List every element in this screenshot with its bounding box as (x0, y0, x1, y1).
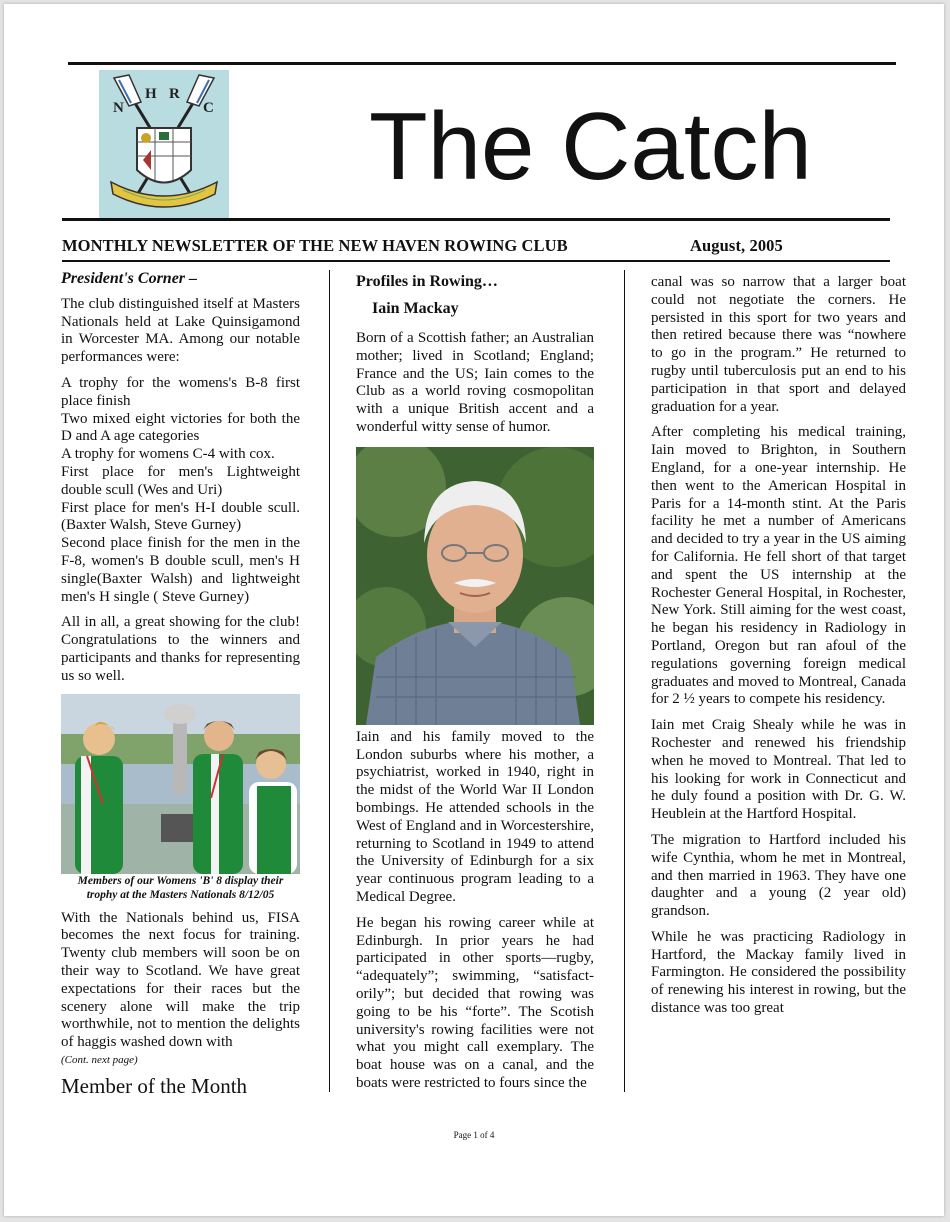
svg-text:C: C (203, 100, 214, 116)
team-trophy-photo (61, 694, 300, 874)
masthead-title: The Catch (369, 93, 812, 200)
presidents-intro: The club distinguished itself at Masters Nationals held at Lake Quinsigamond in Worcester MA. Among our notable performances were: (61, 295, 300, 366)
subheader-rule (62, 260, 890, 262)
fisa-paragraph: With the Nationals behind us, FISA becomes the next focus for training. Twenty club members will soon be on their way to Scotland. We have great expectations for their races but the scenery alone will make the trip worthwhile, not to mention the delights of haggis washed down with (61, 909, 300, 1051)
iain-mackay-portrait (356, 447, 594, 725)
profile-medical-training: After completing his medical training, Iain moved to Brighton, in Southern England, for a one-year internship. He then went to the American Hospital in Paris for a 14-month stint. At the Paris facility he met a number of Americans and decided to try a year in the US aiming for California. He fell short of that target and spent the US internship at the Rochester General Hospital, in Rochester, New York. Still aiming for the west coast, he began his residency in Radiology in Portland, Oregon but ran afoul of the regulations governing foreign medical graduates and moved to Montreal, Canada for 2 ½ years to compete his residency. (651, 424, 906, 708)
club-logo (99, 70, 229, 220)
newsletter-page (4, 4, 944, 1216)
top-rule (68, 62, 896, 65)
svg-text:N: N (113, 100, 124, 116)
presidents-closing: All in all, a great showing for the club! Congratulations to the winners and participants and thanks for representing us so well. (61, 614, 300, 684)
svg-text:R: R (169, 86, 180, 102)
team-trophy-photo-icon (61, 694, 300, 874)
svg-text:H: H (145, 86, 157, 102)
profile-rowing-career: He began his rowing career while at Edinburgh. In prior years he had participated in other sports—rugby, “adequately”; swimming, “satisfact-orily”; but decided that rowing was going to be his “forte”. The Scotish university's rowing facilities were not what you might call exemplary. The boat house was on a canal, and the boats were restricted to fours since the (356, 914, 594, 1091)
profile-name: Iain Mackay (372, 300, 459, 317)
profile-canal-paragraph: canal was so narrow that a larger boat could not negotiate the corners. He persisted in this sport for two years and then retired because there was “nowhere to go in the program.” He returned to rugby until tuberculosis put an end to his participation in that sport and delayed graduation for a year. (651, 274, 906, 415)
result-item: First place for men's H-I double scull. (Baxter Walsh, Steve Gurney) (61, 499, 300, 534)
member-of-the-month-heading: Member of the Month (61, 1073, 248, 1098)
masthead-rule (62, 218, 890, 221)
result-item: Second place finish for the men in the F-8, women's B double scull, men's H single(Baxter Walsh) and lightweight men's H single ( Steve Gurney) (61, 535, 300, 605)
result-item: Two mixed eight victories for both the D and A age categories (61, 410, 300, 445)
result-item: A trophy for the womens's B-8 first place finish (61, 374, 300, 409)
profiles-heading: Profiles in Rowing… (356, 273, 498, 290)
profile-intro: Born of a Scottish father; an Australian mother; lived in Scotland; England; France and the US; Iain comes to the Club as a world roving cosmopolitan with a unique British accent and a wonderful witty sense of humor. (356, 330, 594, 435)
newsletter-title: MONTHLY NEWSLETTER OF THE NEW HAVEN ROWING CLUB (62, 236, 568, 255)
column-divider-1 (329, 270, 330, 1092)
portrait-photo-icon (356, 447, 594, 725)
page-number: Page 1 of 4 (453, 1130, 495, 1140)
profile-hartford: The migration to Hartford included his wife Cynthia, whom he met in Montreal, and then married in 1963. They have one daughter and a young (2 year old) grandson. (651, 831, 906, 920)
profile-early-life: Iain and his family moved to the London suburbs where his mother, a psychiatrist, worked in 1940, right in the midst of the World War II London bombings. He attended schools in the West of England and in Worcestershire, returning to Scotland in 1949 to attend the University of Edinburgh for a six year continuous program leading to a Medical Degree. (356, 728, 594, 905)
issue-date: August, 2005 (690, 236, 783, 255)
presidents-corner-heading: President's Corner – (61, 270, 198, 287)
column-profile-continued (651, 274, 906, 1026)
photo-caption: Members of our Womens 'B' 8 display their trophy at the Masters Nationals 8/12/05 (77, 874, 284, 901)
club-crest-icon (99, 70, 229, 220)
profile-farmington: While he was practicing Radiology in Hartford, the Mackay family lived in Farmington. He considered the possibility of renewing his interest in rowing, but the distance was too great (651, 928, 906, 1017)
result-item: A trophy for womens C-4 with cox. (61, 446, 275, 463)
column-profiles (356, 272, 594, 1093)
profile-montreal: Iain met Craig Shealy while he was in Rochester and renewed his friendship when he moved to Montreal. That led to his looking for work in Connecticut and he duly found a position with Dr. G. W. Heublein at the Hartford Hospital. (651, 717, 906, 823)
column-presidents-corner (61, 270, 300, 1104)
column-divider-2 (624, 270, 625, 1092)
result-item: First place for men's Lightweight double scull (Wes and Uri) (61, 463, 300, 498)
continued-note: (Cont. next page) (61, 1053, 138, 1066)
